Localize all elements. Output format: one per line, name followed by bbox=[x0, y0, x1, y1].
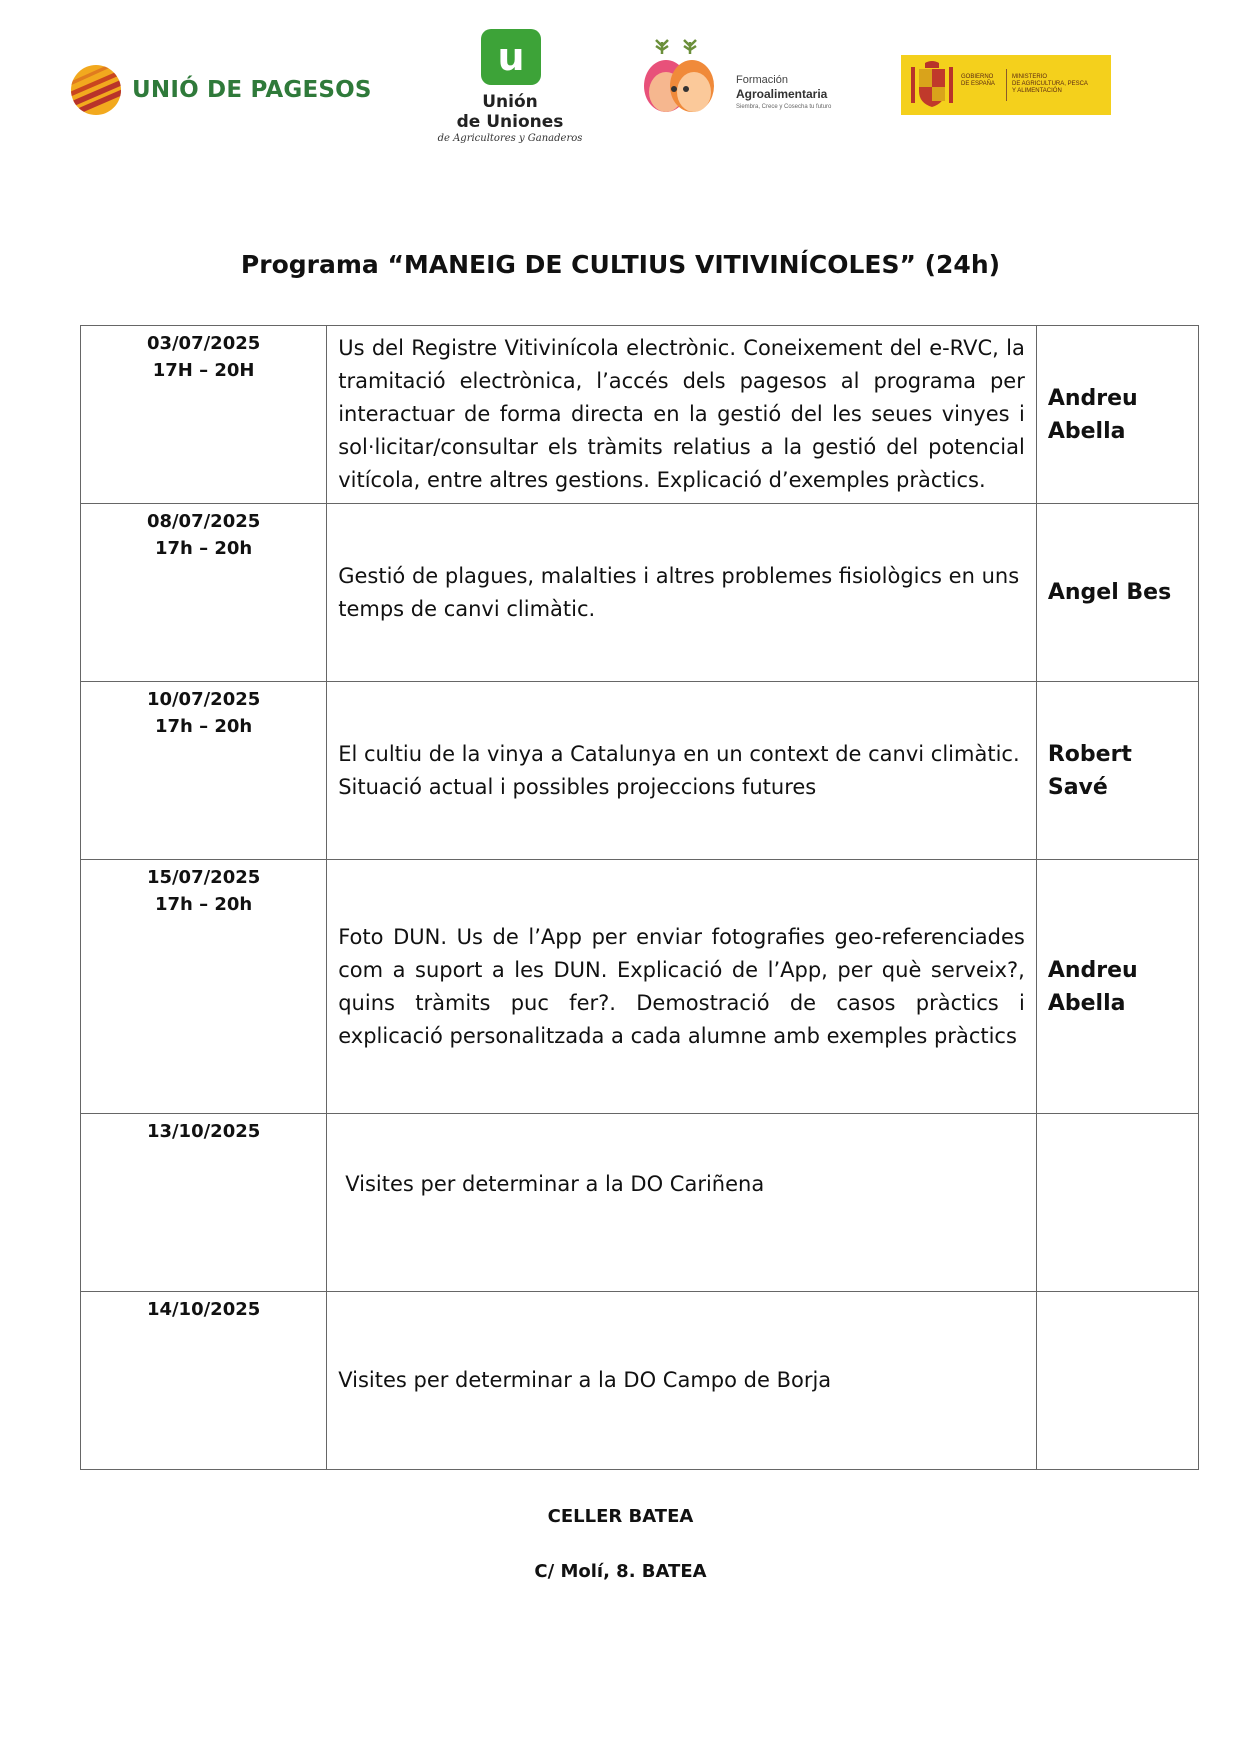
unio-de-pagesos-logo bbox=[70, 62, 370, 118]
ministerio-text: MINISTERIO DE AGRICULTURA, PESCA Y ALIMENTACIÓN bbox=[1012, 74, 1088, 94]
session-date: 15/07/2025 bbox=[146, 867, 261, 888]
gobierno-de-espana-logo bbox=[901, 55, 1111, 115]
date-cell bbox=[81, 860, 327, 1114]
session-description: Us del Registre Vitivinícola electrònic. Coneixement del e-RVC, la tramitació electrònica, l’accés dels pagesos al programa per interactuar de forma directa en la gestió del les seues vinyes i sol·licitar/consultar els tràmits relatius a la gestió del potencial vitícola, entre altres gestions. Explicació d’exemples pràctics. bbox=[338, 336, 1025, 492]
two-faces-icon bbox=[640, 34, 732, 124]
coat-of-arms-icon bbox=[909, 61, 955, 109]
table-row bbox=[81, 1114, 1199, 1292]
date-cell bbox=[81, 682, 327, 860]
session-description: Foto DUN. Us de l’App per enviar fotografies geo-referenciades com a suport a les DUN. Explicació de l’App, per què serveix?, quins tràmits puc fer?. Demostració de casos pràctics i explicació personalitzada a cada alumne amb exemples pràctics bbox=[338, 924, 1025, 1048]
union-de-uniones-u-icon bbox=[480, 28, 542, 86]
speaker-cell bbox=[1036, 682, 1198, 860]
speaker-cell bbox=[1036, 860, 1198, 1114]
description-cell bbox=[327, 682, 1037, 860]
date-cell bbox=[81, 326, 327, 504]
session-description: Visites per determinar a la DO Cariñena bbox=[345, 1172, 765, 1196]
speaker-name-line2: Abella bbox=[1047, 418, 1126, 444]
session-description: Gestió de plagues, malalties i altres problemes fisiològics en uns temps de canvi climàtic. bbox=[338, 563, 1020, 621]
date-cell bbox=[81, 504, 327, 682]
description-cell bbox=[327, 1292, 1037, 1470]
session-time: 17H – 20H bbox=[152, 360, 255, 381]
session-time: 17h – 20h bbox=[154, 538, 253, 559]
session-time: 17h – 20h bbox=[154, 716, 253, 737]
formacion-line1: Formación bbox=[736, 74, 788, 86]
program-title: Programa “MANEIG DE CULTIUS VITIVINÍCOLES” (24h) bbox=[240, 250, 1001, 279]
union-de-uniones-logo bbox=[430, 28, 590, 148]
logo-divider bbox=[1006, 69, 1007, 101]
session-date: 10/07/2025 bbox=[146, 689, 261, 710]
description-cell bbox=[327, 1114, 1037, 1292]
table-row bbox=[81, 860, 1199, 1114]
venue-address: C/ Molí, 8. BATEA bbox=[534, 1561, 707, 1582]
formacion-tagline: Siembra, Crece y Cosecha tu futuro bbox=[736, 104, 832, 110]
union-de-uniones-mark: u bbox=[497, 35, 525, 79]
table-row bbox=[81, 326, 1199, 504]
union-de-uniones-line1: Unión bbox=[482, 92, 538, 112]
session-date: 03/07/2025 bbox=[146, 333, 261, 354]
description-cell bbox=[327, 326, 1037, 504]
union-de-uniones-line2: de Uniones bbox=[456, 112, 564, 132]
speaker-name-line1: Robert bbox=[1047, 741, 1132, 767]
table-row bbox=[81, 682, 1199, 860]
gobierno-text: GOBIERNO DE ESPAÑA bbox=[961, 74, 995, 87]
logos-header bbox=[0, 0, 1241, 160]
formacion-agroalimentaria-logo bbox=[640, 34, 830, 124]
speaker-name-line2: Savé bbox=[1047, 774, 1108, 800]
unio-de-pagesos-emblem-icon bbox=[70, 64, 122, 116]
formacion-line2: Agroalimentaria bbox=[736, 87, 828, 101]
date-cell bbox=[81, 1114, 327, 1292]
session-date: 08/07/2025 bbox=[146, 511, 261, 532]
speaker-cell bbox=[1036, 1292, 1198, 1470]
unio-de-pagesos-name: UNIÓ DE PAGESOS bbox=[132, 77, 372, 103]
table-row bbox=[81, 504, 1199, 682]
union-de-uniones-tagline: de Agricultores y Ganaderos bbox=[437, 133, 583, 144]
session-time: 17h – 20h bbox=[154, 894, 253, 915]
session-description: Visites per determinar a la DO Campo de Borja bbox=[338, 1368, 832, 1392]
table-row bbox=[81, 1292, 1199, 1470]
speaker-name-line1: Andreu bbox=[1047, 957, 1138, 983]
speaker-name-line1: Andreu bbox=[1047, 385, 1138, 411]
speaker-name-line2: Abella bbox=[1047, 990, 1126, 1016]
date-cell bbox=[81, 1292, 327, 1470]
speaker-name-line1: Angel Bes bbox=[1047, 580, 1172, 605]
session-date: 13/10/2025 bbox=[146, 1121, 261, 1142]
session-date: 14/10/2025 bbox=[146, 1299, 261, 1320]
speaker-cell bbox=[1036, 326, 1198, 504]
speaker-cell bbox=[1036, 1114, 1198, 1292]
description-cell bbox=[327, 504, 1037, 682]
venue-name: CELLER BATEA bbox=[547, 1506, 694, 1527]
schedule-table bbox=[80, 325, 1199, 1470]
speaker-cell bbox=[1036, 504, 1198, 682]
session-description: El cultiu de la vinya a Catalunya en un context de canvi climàtic. Situació actual i possibles projeccions futures bbox=[338, 741, 1020, 799]
description-cell bbox=[327, 860, 1037, 1114]
